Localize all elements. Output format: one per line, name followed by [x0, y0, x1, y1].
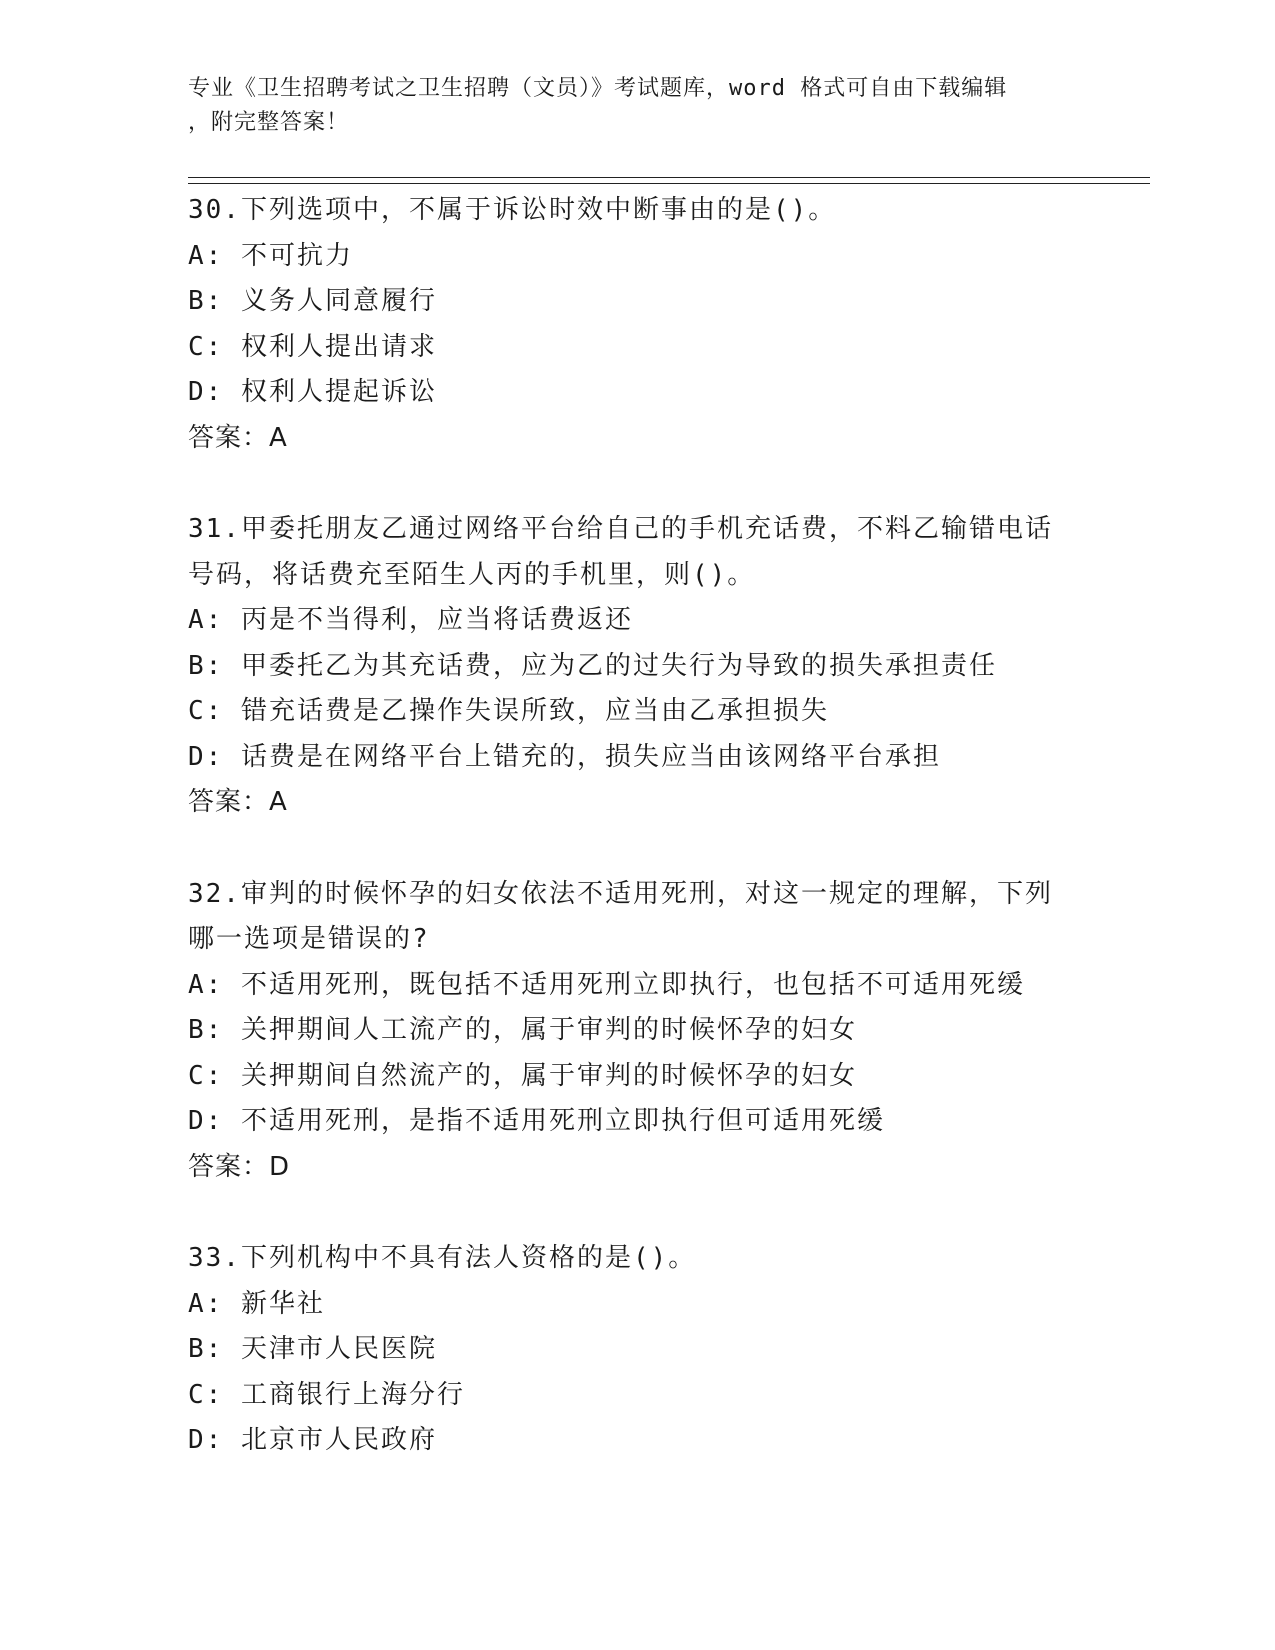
question-stem: 30.下列选项中，不属于诉讼时效中断事由的是()。	[188, 195, 837, 225]
question-stem: 33.下列机构中不具有法人资格的是()。	[188, 1243, 697, 1273]
option-a: A: 新华社	[188, 1288, 325, 1319]
option-a: A: 丙是不当得利，应当将话费返还	[188, 605, 633, 635]
question-31	[188, 507, 1108, 826]
option-c: C: 错充话费是乙操作失误所致，应当由乙承担损失	[188, 696, 829, 726]
option-b: B: 关押期间人工流产的，属于审判的时候怀孕的妇女	[188, 1015, 857, 1045]
option-c: C: 权利人提出请求	[188, 331, 437, 362]
option-b: B: 义务人同意履行	[188, 286, 437, 316]
question-stem: 32.审判的时候怀孕的妇女依法不适用死刑，对这一规定的理解，下列	[188, 878, 1053, 909]
option-d: D: 话费是在网络平台上错充的，损失应当由该网络平台承担	[188, 741, 941, 772]
option-c: C: 关押期间自然流产的，属于审判的时候怀孕的妇女	[188, 1060, 857, 1091]
header-line-2: ，附完整答案！	[188, 110, 350, 135]
option-d: D: 北京市人民政府	[188, 1425, 437, 1455]
question-30	[188, 188, 1108, 461]
option-a: A: 不可抗力	[188, 240, 353, 271]
header-line-1: 专业《卫生招聘考试之卫生招聘（文员）》考试题库，word 格式可自由下载编辑	[188, 76, 1008, 101]
question-33	[188, 1236, 1108, 1464]
question-stem-continued: 哪一选项是错误的?	[188, 924, 430, 954]
answer-label: 答案：A	[188, 787, 288, 817]
option-d: D: 不适用死刑，是指不适用死刑立即执行但可适用死缓	[188, 1106, 885, 1136]
header-divider-bottom	[188, 183, 1150, 184]
option-c: C: 工商银行上海分行	[188, 1379, 465, 1410]
option-b: B: 甲委托乙为其充话费，应为乙的过失行为导致的损失承担责任	[188, 650, 997, 681]
question-list	[188, 188, 1108, 1510]
header-divider-top	[188, 177, 1150, 178]
option-a: A: 不适用死刑，既包括不适用死刑立即执行，也包括不可适用死缓	[188, 969, 1025, 1000]
question-32	[188, 872, 1108, 1191]
question-stem: 31.甲委托朋友乙通过网络平台给自己的手机充话费，不料乙输错电话	[188, 514, 1053, 544]
option-b: B: 天津市人民医院	[188, 1334, 437, 1364]
answer-label: 答案：A	[188, 422, 288, 453]
option-d: D: 权利人提起诉讼	[188, 377, 437, 407]
answer-label: 答案：D	[188, 1151, 291, 1182]
question-stem-continued: 号码，将话费充至陌生人丙的手机里，则()。	[188, 559, 756, 590]
document-header	[188, 72, 1088, 140]
